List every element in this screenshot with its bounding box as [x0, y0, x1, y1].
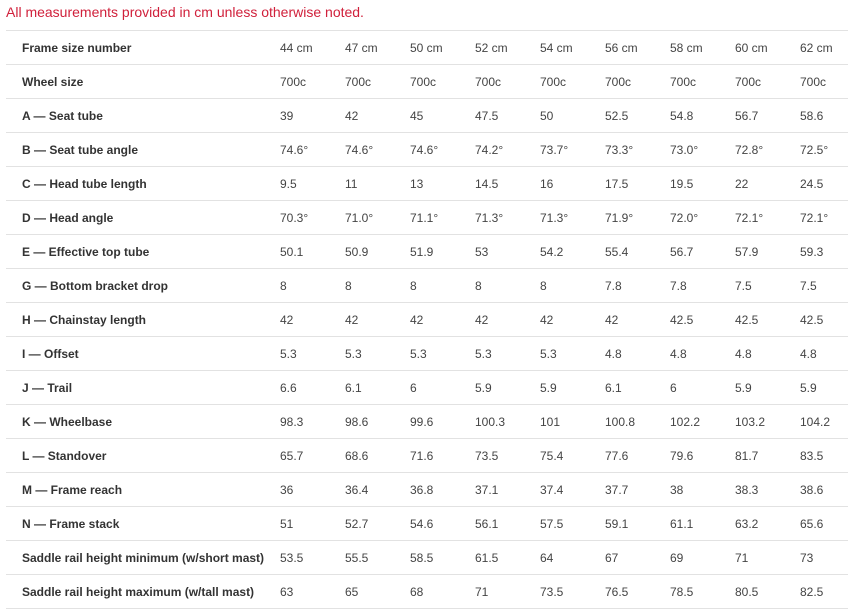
- row-label: M — Frame reach: [6, 473, 280, 507]
- table-row: [6, 167, 848, 201]
- table-cell: 36.8: [410, 473, 475, 507]
- table-cell: 72.1°: [800, 201, 848, 235]
- table-row: [6, 439, 848, 473]
- table-cell: 61.1: [670, 507, 735, 541]
- table-cell: 5.9: [800, 371, 848, 405]
- table-row: [6, 133, 848, 167]
- table-cell: 44 cm: [280, 31, 345, 65]
- table-cell: 54.2: [540, 235, 605, 269]
- table-cell: 42: [605, 303, 670, 337]
- table-cell: 55.5: [345, 541, 410, 575]
- table-cell: 4.8: [800, 337, 848, 371]
- table-cell: 4.8: [735, 337, 800, 371]
- table-cell: 74.6°: [410, 133, 475, 167]
- table-cell: 73.7°: [540, 133, 605, 167]
- row-label: Frame size number: [6, 31, 280, 65]
- table-cell: 72.0°: [670, 201, 735, 235]
- table-cell: 82.5: [800, 575, 848, 609]
- table-cell: 52 cm: [475, 31, 540, 65]
- table-cell: 64: [540, 541, 605, 575]
- table-cell: 100.8: [605, 405, 670, 439]
- table-cell: 37.1: [475, 473, 540, 507]
- table-cell: 8: [410, 269, 475, 303]
- table-cell: 54.6: [410, 507, 475, 541]
- table-cell: 7.5: [735, 269, 800, 303]
- table-cell: 78.5: [670, 575, 735, 609]
- table-cell: 5.3: [410, 337, 475, 371]
- table-cell: 42.5: [800, 303, 848, 337]
- table-cell: 74.6°: [280, 133, 345, 167]
- table-cell: 63: [280, 575, 345, 609]
- row-label: N — Frame stack: [6, 507, 280, 541]
- table-cell: 53: [475, 235, 540, 269]
- table-cell: 8: [475, 269, 540, 303]
- table-cell: 11: [345, 167, 410, 201]
- table-cell: 9.5: [280, 167, 345, 201]
- table-cell: 8: [540, 269, 605, 303]
- table-cell: 101: [540, 405, 605, 439]
- table-cell: 57.5: [540, 507, 605, 541]
- table-cell: 60 cm: [735, 31, 800, 65]
- table-cell: 58.6: [800, 99, 848, 133]
- table-cell: 71.9°: [605, 201, 670, 235]
- table-cell: 71.0°: [345, 201, 410, 235]
- table-cell: 98.6: [345, 405, 410, 439]
- table-cell: 5.9: [735, 371, 800, 405]
- table-cell: 6: [410, 371, 475, 405]
- table-cell: 6.1: [605, 371, 670, 405]
- table-cell: 700c: [540, 65, 605, 99]
- table-cell: 71.3°: [475, 201, 540, 235]
- table-cell: 79.6: [670, 439, 735, 473]
- table-cell: 73.5: [540, 575, 605, 609]
- table-cell: 56.7: [670, 235, 735, 269]
- table-cell: 42: [540, 303, 605, 337]
- table-cell: 50.1: [280, 235, 345, 269]
- table-cell: 58.5: [410, 541, 475, 575]
- row-label: L — Standover: [6, 439, 280, 473]
- table-row: [6, 337, 848, 371]
- table-row: [6, 371, 848, 405]
- table-cell: 13: [410, 167, 475, 201]
- table-cell: 47.5: [475, 99, 540, 133]
- table-cell: 54.8: [670, 99, 735, 133]
- table-cell: 37.4: [540, 473, 605, 507]
- table-cell: 5.9: [475, 371, 540, 405]
- table-cell: 83.5: [800, 439, 848, 473]
- table-cell: 24.5: [800, 167, 848, 201]
- table-cell: 73.5: [475, 439, 540, 473]
- table-cell: 45: [410, 99, 475, 133]
- geometry-table: [6, 30, 848, 609]
- table-cell: 72.5°: [800, 133, 848, 167]
- table-cell: 104.2: [800, 405, 848, 439]
- table-cell: 700c: [410, 65, 475, 99]
- table-cell: 69: [670, 541, 735, 575]
- table-row: [6, 201, 848, 235]
- table-cell: 100.3: [475, 405, 540, 439]
- table-cell: 65: [345, 575, 410, 609]
- row-label: D — Head angle: [6, 201, 280, 235]
- table-cell: 17.5: [605, 167, 670, 201]
- table-cell: 50 cm: [410, 31, 475, 65]
- table-row: [6, 541, 848, 575]
- table-cell: 700c: [735, 65, 800, 99]
- table-cell: 99.6: [410, 405, 475, 439]
- table-row: [6, 99, 848, 133]
- table-cell: 80.5: [735, 575, 800, 609]
- table-cell: 62 cm: [800, 31, 848, 65]
- measurement-note: All measurements provided in cm unless otherwise noted.: [6, 4, 364, 20]
- table-row: [6, 303, 848, 337]
- table-cell: 52.7: [345, 507, 410, 541]
- table-cell: 6: [670, 371, 735, 405]
- table-cell: 58 cm: [670, 31, 735, 65]
- table-cell: 42: [345, 303, 410, 337]
- table-cell: 5.3: [475, 337, 540, 371]
- table-cell: 6.1: [345, 371, 410, 405]
- row-label: Saddle rail height maximum (w/tall mast): [6, 575, 280, 609]
- table-cell: 73.0°: [670, 133, 735, 167]
- table-cell: 50: [540, 99, 605, 133]
- table-cell: 5.3: [280, 337, 345, 371]
- table-cell: 71.6: [410, 439, 475, 473]
- table-cell: 56.7: [735, 99, 800, 133]
- table-row: [6, 405, 848, 439]
- table-cell: 37.7: [605, 473, 670, 507]
- row-label: A — Seat tube: [6, 99, 280, 133]
- table-row: [6, 269, 848, 303]
- table-cell: 68.6: [345, 439, 410, 473]
- table-cell: 73.3°: [605, 133, 670, 167]
- table-cell: 72.1°: [735, 201, 800, 235]
- table-cell: 77.6: [605, 439, 670, 473]
- row-label: Wheel size: [6, 65, 280, 99]
- table-row: [6, 31, 848, 65]
- table-cell: 700c: [280, 65, 345, 99]
- table-cell: 36.4: [345, 473, 410, 507]
- row-label: H — Chainstay length: [6, 303, 280, 337]
- table-cell: 22: [735, 167, 800, 201]
- table-cell: 39: [280, 99, 345, 133]
- table-cell: 67: [605, 541, 670, 575]
- table-row: [6, 235, 848, 269]
- table-cell: 42: [280, 303, 345, 337]
- table-cell: 56 cm: [605, 31, 670, 65]
- table-cell: 4.8: [605, 337, 670, 371]
- table-cell: 42.5: [670, 303, 735, 337]
- table-cell: 19.5: [670, 167, 735, 201]
- row-label: E — Effective top tube: [6, 235, 280, 269]
- table-cell: 42: [410, 303, 475, 337]
- table-cell: 50.9: [345, 235, 410, 269]
- table-cell: 36: [280, 473, 345, 507]
- table-cell: 5.9: [540, 371, 605, 405]
- table-cell: 65.7: [280, 439, 345, 473]
- table-cell: 81.7: [735, 439, 800, 473]
- table-cell: 59.3: [800, 235, 848, 269]
- table-cell: 700c: [345, 65, 410, 99]
- table-cell: 53.5: [280, 541, 345, 575]
- table-cell: 700c: [605, 65, 670, 99]
- table-cell: 51.9: [410, 235, 475, 269]
- table-row: [6, 65, 848, 99]
- table-cell: 102.2: [670, 405, 735, 439]
- table-cell: 65.6: [800, 507, 848, 541]
- table-cell: 14.5: [475, 167, 540, 201]
- table-cell: 70.3°: [280, 201, 345, 235]
- table-cell: 98.3: [280, 405, 345, 439]
- table-cell: 51: [280, 507, 345, 541]
- table-cell: 5.3: [540, 337, 605, 371]
- table-cell: 38.3: [735, 473, 800, 507]
- table-cell: 52.5: [605, 99, 670, 133]
- table-cell: 75.4: [540, 439, 605, 473]
- table-cell: 74.6°: [345, 133, 410, 167]
- table-cell: 71.3°: [540, 201, 605, 235]
- table-cell: 7.5: [800, 269, 848, 303]
- table-cell: 700c: [800, 65, 848, 99]
- table-cell: 42.5: [735, 303, 800, 337]
- table-cell: 7.8: [605, 269, 670, 303]
- table-cell: 57.9: [735, 235, 800, 269]
- table-cell: 38: [670, 473, 735, 507]
- table-row: [6, 575, 848, 609]
- table-cell: 42: [475, 303, 540, 337]
- row-label: Saddle rail height minimum (w/short mast): [6, 541, 280, 575]
- table-cell: 47 cm: [345, 31, 410, 65]
- table-cell: 42: [345, 99, 410, 133]
- row-label: I — Offset: [6, 337, 280, 371]
- table-row: [6, 507, 848, 541]
- table-cell: 63.2: [735, 507, 800, 541]
- table-cell: 4.8: [670, 337, 735, 371]
- table-cell: 71: [735, 541, 800, 575]
- table-cell: 16: [540, 167, 605, 201]
- row-label: J — Trail: [6, 371, 280, 405]
- table-cell: 103.2: [735, 405, 800, 439]
- table-cell: 71.1°: [410, 201, 475, 235]
- table-cell: 71: [475, 575, 540, 609]
- row-label: B — Seat tube angle: [6, 133, 280, 167]
- table-cell: 38.6: [800, 473, 848, 507]
- table-cell: 8: [345, 269, 410, 303]
- table-cell: 68: [410, 575, 475, 609]
- row-label: C — Head tube length: [6, 167, 280, 201]
- table-cell: 700c: [475, 65, 540, 99]
- table-cell: 74.2°: [475, 133, 540, 167]
- row-label: K — Wheelbase: [6, 405, 280, 439]
- table-cell: 6.6: [280, 371, 345, 405]
- table-cell: 700c: [670, 65, 735, 99]
- table-cell: 8: [280, 269, 345, 303]
- table-cell: 59.1: [605, 507, 670, 541]
- table-row: [6, 473, 848, 507]
- table-cell: 76.5: [605, 575, 670, 609]
- table-cell: 5.3: [345, 337, 410, 371]
- table-cell: 7.8: [670, 269, 735, 303]
- table-cell: 73: [800, 541, 848, 575]
- table-cell: 72.8°: [735, 133, 800, 167]
- row-label: G — Bottom bracket drop: [6, 269, 280, 303]
- table-cell: 61.5: [475, 541, 540, 575]
- table-cell: 56.1: [475, 507, 540, 541]
- table-cell: 54 cm: [540, 31, 605, 65]
- table-cell: 55.4: [605, 235, 670, 269]
